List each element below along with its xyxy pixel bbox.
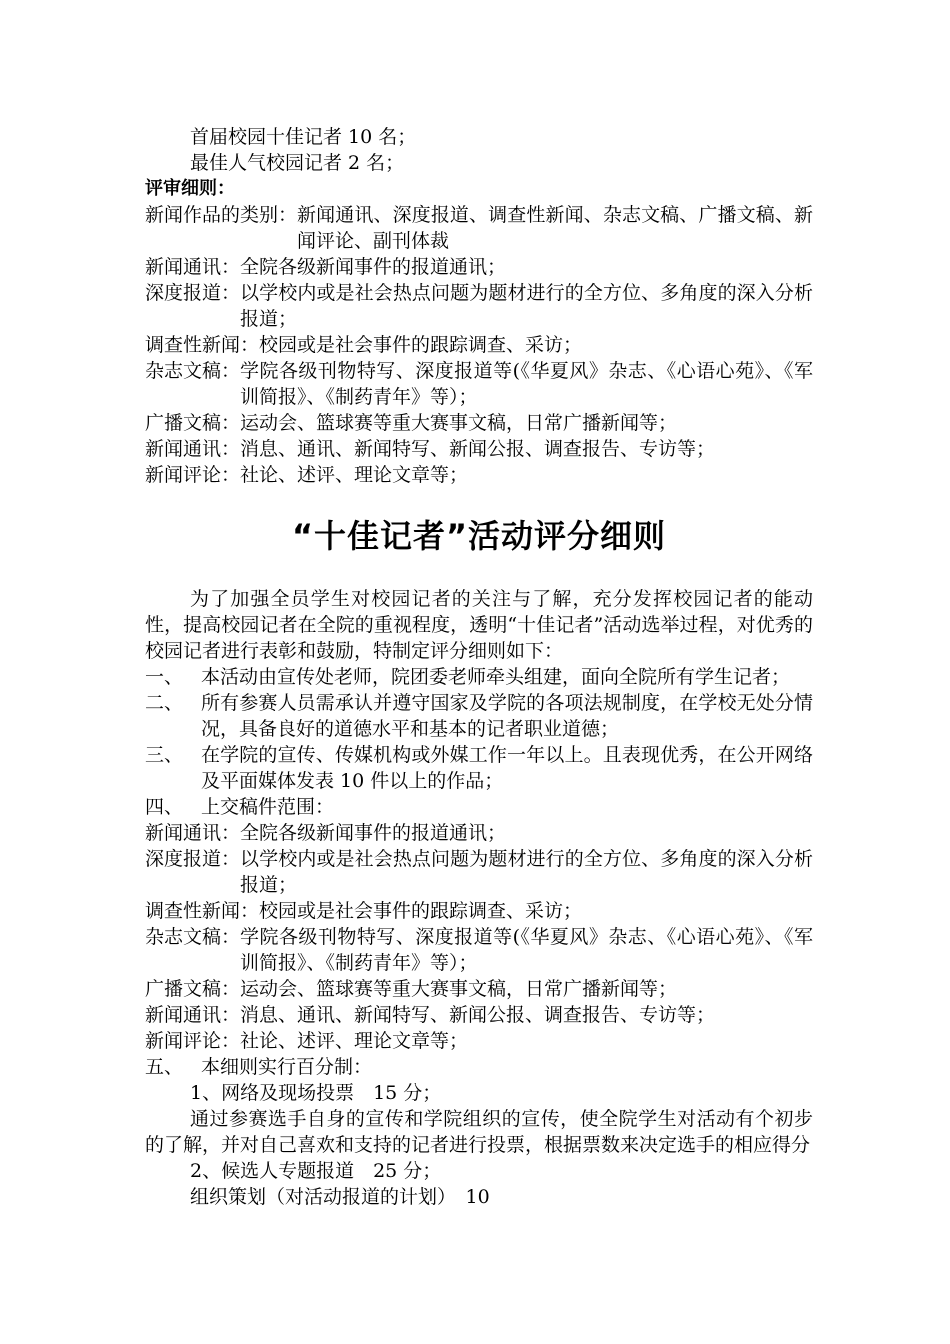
rule-item xyxy=(145,794,813,820)
criteria-item-key: 新闻通讯： xyxy=(145,438,241,460)
scope-item xyxy=(145,924,813,976)
criteria-item-value: 校园或是社会事件的跟踪调查、采访； xyxy=(259,334,583,356)
score-subitem-planning: 组织策划（对活动报道的计划） 10 xyxy=(190,1186,490,1208)
criteria-item xyxy=(145,254,813,280)
rule-number: 四、 xyxy=(145,796,184,818)
rule-text: 本细则实行百分制： xyxy=(201,1056,373,1078)
rule-text: 上交稿件范围： xyxy=(201,796,335,818)
scope-item-value: 运动会、篮球赛等重大赛事文稿，日常广播新闻等； xyxy=(240,978,678,1000)
criteria-item xyxy=(145,358,813,410)
scope-item-key: 深度报道： xyxy=(145,848,241,870)
rule-item xyxy=(145,1054,813,1080)
criteria-item-value: 消息、通讯、新闻特写、新闻公报、调查报告、专访等； xyxy=(240,438,716,460)
scope-item xyxy=(145,1028,813,1054)
rule-number: 五、 xyxy=(145,1056,184,1078)
criteria-item-value: 社论、述评、理论文章等； xyxy=(240,464,469,486)
criteria-item-key: 深度报道： xyxy=(145,282,241,304)
scope-item-value: 以学校内或是社会热点问题为题材进行的全方位、多角度的深入分析报道； xyxy=(240,848,813,896)
scope-item-key: 杂志文稿： xyxy=(145,926,241,948)
criteria-item xyxy=(145,280,813,332)
rule-item xyxy=(145,664,813,690)
scope-item-key: 调查性新闻： xyxy=(145,900,260,922)
rule-item xyxy=(145,742,813,794)
criteria-item xyxy=(145,436,813,462)
award-line-1: 首届校园十佳记者 10 名； xyxy=(190,126,417,148)
scope-item-value: 社论、述评、理论文章等； xyxy=(240,1030,469,1052)
rule-text: 在学院的宣传、传媒机构或外媒工作一年以上。且表现优秀，在公开网络及平面媒体发表 10 件以上的作品； xyxy=(201,744,813,792)
criteria-item-key: 新闻评论： xyxy=(145,464,241,486)
category-value: 新闻通讯、深度报道、调查性新闻、杂志文稿、广播文稿、新闻评论、副刊体裁 xyxy=(297,204,813,252)
scope-item-value: 全院各级新闻事件的报道通讯； xyxy=(240,822,507,844)
award-line-2: 最佳人气校园记者 2 名； xyxy=(190,152,405,174)
scope-item-key: 新闻评论： xyxy=(145,1030,241,1052)
criteria-item-key: 调查性新闻： xyxy=(145,334,260,356)
scope-item xyxy=(145,976,813,1002)
criteria-item-value: 全院各级新闻事件的报道通讯； xyxy=(240,256,507,278)
criteria-item xyxy=(145,462,813,488)
rule-number: 二、 xyxy=(145,692,184,714)
rule-text: 本活动由宣传处老师，院团委老师牵头组建，面向全院所有学生记者； xyxy=(201,666,791,688)
criteria-item-key: 杂志文稿： xyxy=(145,360,241,382)
criteria-heading: 评审细则： xyxy=(145,178,235,199)
criteria-item xyxy=(145,410,813,436)
score-voting-description: 通过参赛选手自身的宣传和学院组织的宣传，使全院学生对活动有个初步的了解，并对自己喜欢和支持的记者进行投票，根据票数来决定选手的相应得分 xyxy=(145,1108,813,1156)
rule-number: 一、 xyxy=(145,666,184,688)
category-definition xyxy=(145,202,813,254)
score-item-voting: 1、网络及现场投票 15 分； xyxy=(190,1082,442,1104)
rule-number: 三、 xyxy=(145,744,184,766)
criteria-item-value: 学院各级刊物特写、深度报道等(《华夏风》杂志、《心语心苑》、《军训简报》、《制药青年》等）； xyxy=(240,360,813,408)
criteria-item-value: 以学校内或是社会热点问题为题材进行的全方位、多角度的深入分析报道； xyxy=(240,282,813,330)
scope-item-value: 校园或是社会事件的跟踪调查、采访； xyxy=(259,900,583,922)
criteria-item-key: 广播文稿： xyxy=(145,412,241,434)
scope-item-value: 消息、通讯、新闻特写、新闻公报、调查报告、专访等； xyxy=(240,1004,716,1026)
intro-paragraph: 为了加强全员学生对校园记者的关注与了解，充分发挥校园记者的能动性，提高校园记者在全院的重视程度，透明“十佳记者”活动选举过程，对优秀的校园记者进行表彰和鼓励，特制定评分细则如下： xyxy=(145,588,813,662)
scope-item-key: 广播文稿： xyxy=(145,978,241,1000)
scope-item xyxy=(145,820,813,846)
category-key: 新闻作品的类别： xyxy=(145,204,298,226)
document-content xyxy=(145,124,813,1210)
scope-item-key: 新闻通讯： xyxy=(145,1004,241,1026)
scope-item xyxy=(145,846,813,898)
rule-item xyxy=(145,690,813,742)
score-item-report: 2、候选人专题报道 25 分； xyxy=(190,1160,442,1182)
criteria-item xyxy=(145,332,813,358)
scope-item-value: 学院各级刊物特写、深度报道等(《华夏风》杂志、《心语心苑》、《军训简报》、《制药青年》等）； xyxy=(240,926,813,974)
rule-text: 所有参赛人员需承认并遵守国家及学院的各项法规制度，在学校无处分情况，具备良好的道德水平和基本的记者职业道德； xyxy=(201,692,813,740)
scope-item xyxy=(145,1002,813,1028)
scope-item-key: 新闻通讯： xyxy=(145,822,241,844)
criteria-item-value: 运动会、篮球赛等重大赛事文稿，日常广播新闻等； xyxy=(240,412,678,434)
criteria-item-key: 新闻通讯： xyxy=(145,256,241,278)
scope-item xyxy=(145,898,813,924)
document-title: “十佳记者”活动评分细则 xyxy=(291,517,667,555)
